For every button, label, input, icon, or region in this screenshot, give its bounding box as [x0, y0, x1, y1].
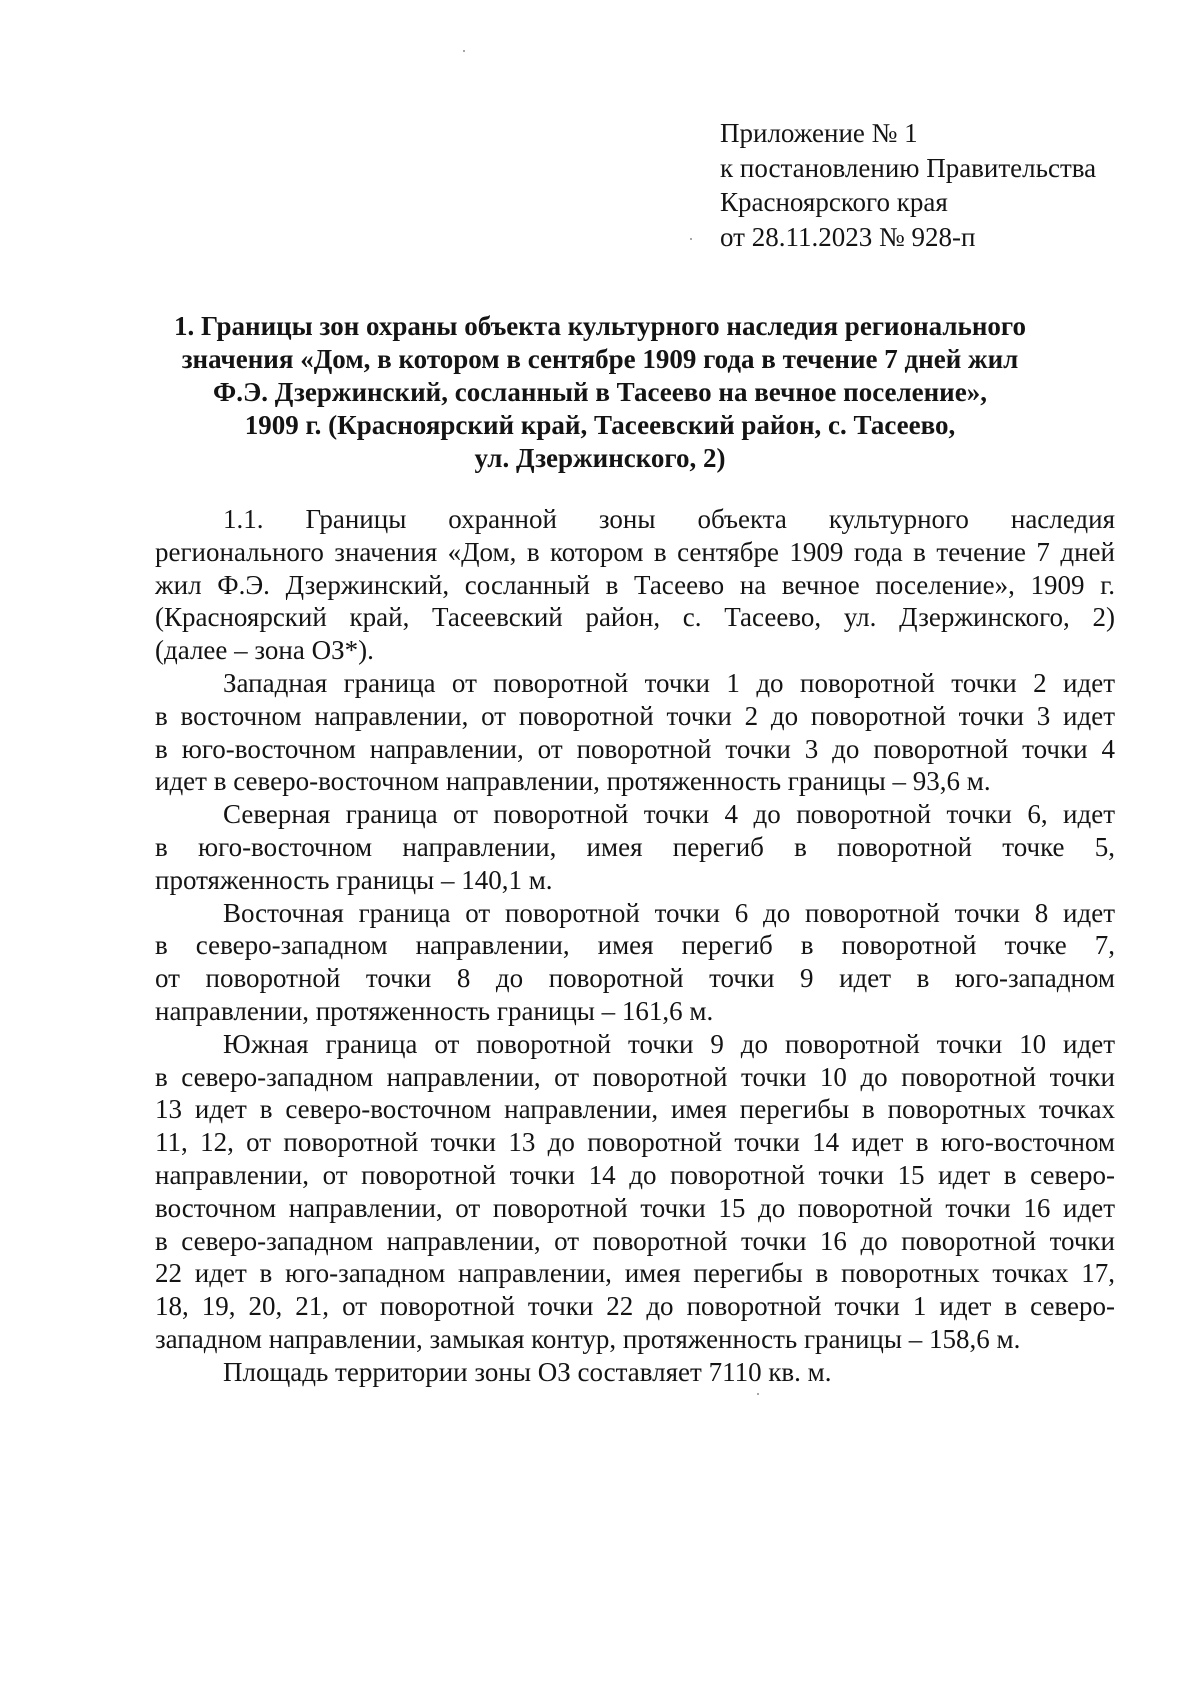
text-line: 11, 12, от поворотной точки 13 до поворотной точки 14 идет в юго-восточном	[155, 1127, 1115, 1158]
text-line: регионального значения «Дом, в котором в сентябре 1909 года в течение 7 дней	[155, 536, 1115, 567]
scan-speck	[463, 50, 465, 52]
text-line: (Красноярский край, Тасеевский район, с. Тасеево, ул. Дзержинского, 2)	[155, 602, 1115, 633]
paragraph-southern-boundary	[155, 1028, 1115, 1356]
text-line: направлении, протяженность границы – 161,6 м.	[155, 995, 714, 1026]
text-line: Западная граница от поворотной точки 1 до поворотной точки 2 идет	[223, 667, 1115, 698]
section-heading	[150, 310, 1050, 475]
text-line: протяженность границы – 140,1 м.	[155, 864, 553, 895]
heading-line: 1909 г. (Красноярский край, Тасеевский район, с. Тасеево,	[244, 410, 956, 440]
text-line: в юго-восточном направлении, от поворотной точки 3 до поворотной точки 4	[155, 733, 1115, 764]
scan-speck	[690, 238, 692, 240]
appendix-date-number: от 28.11.2023 № 928-п	[720, 221, 976, 252]
paragraph-northern-boundary	[155, 798, 1115, 896]
text-line: в северо-западном направлении, от поворотной точки 10 до поворотной точки	[155, 1061, 1115, 1092]
appendix-number: Приложение № 1	[720, 118, 918, 148]
appendix-reference-block	[720, 116, 1160, 254]
text-line: восточном направлении, от поворотной точки 15 до поворотной точки 16 идет	[155, 1192, 1115, 1223]
heading-line: 1. Границы зон охраны объекта культурного наследия регионального	[174, 311, 1026, 341]
text-line: 18, 19, 20, 21, от поворотной точки 22 до поворотной точки 1 идет в северо-	[155, 1291, 1115, 1322]
appendix-region-line: Красноярского края	[720, 187, 948, 217]
paragraph-protected-zone-definition	[155, 503, 1115, 667]
text-line: от поворотной точки 8 до поворотной точки 9 идет в юго-западном	[155, 963, 1115, 994]
text-line: 13 идет в северо-восточном направлении, имея перегибы в поворотных точках	[155, 1094, 1115, 1125]
text-line: идет в северо-восточном направлении, протяженность границы – 93,6 м.	[155, 766, 991, 797]
text-line: жил Ф.Э. Дзержинский, сосланный в Тасеево на вечное поселение», 1909 г.	[155, 569, 1115, 600]
scan-speck	[757, 1393, 759, 1395]
paragraph-zone-area	[155, 1356, 1115, 1389]
text-line: 22 идет в юго-западном направлении, имея перегибы в поворотных точках 17,	[155, 1258, 1115, 1289]
text-line: в северо-западном направлении, от поворотной точки 16 до поворотной точки	[155, 1225, 1115, 1256]
paragraph-western-boundary	[155, 667, 1115, 798]
text-line: в юго-восточном направлении, имея перегиб в поворотной точке 5,	[155, 831, 1115, 862]
heading-line: значения «Дом, в котором в сентябре 1909 года в течение 7 дней жил	[181, 344, 1019, 374]
text-line: Южная граница от поворотной точки 9 до поворотной точки 10 идет	[223, 1028, 1115, 1059]
paragraph-eastern-boundary	[155, 897, 1115, 1028]
text-line: Северная граница от поворотной точки 4 до поворотной точки 6, идет	[223, 799, 1115, 830]
text-line: 1.1. Границы охранной зоны объекта культурного наследия	[223, 504, 1115, 534]
text-line: в восточном направлении, от поворотной точки 2 до поворотной точки 3 идет	[155, 700, 1115, 731]
text-line: (далее – зона ОЗ*).	[155, 635, 374, 666]
document-body	[155, 503, 1115, 1389]
heading-line: ул. Дзержинского, 2)	[474, 443, 726, 473]
text-line: направлении, от поворотной точки 14 до поворотной точки 15 идет в северо-	[155, 1159, 1115, 1190]
text-line: Восточная граница от поворотной точки 6 до поворотной точки 8 идет	[223, 897, 1115, 928]
text-line: западном направлении, замыкая контур, протяженность границы – 158,6 м.	[155, 1323, 1021, 1354]
appendix-resolution-line: к постановлению Правительства	[720, 152, 1097, 183]
text-line: Площадь территории зоны ОЗ составляет 7110 кв. м.	[223, 1356, 832, 1387]
text-line: в северо-западном направлении, имея перегиб в поворотной точке 7,	[155, 930, 1115, 961]
heading-line: Ф.Э. Дзержинский, сосланный в Тасеево на вечное поселение»,	[213, 377, 987, 407]
